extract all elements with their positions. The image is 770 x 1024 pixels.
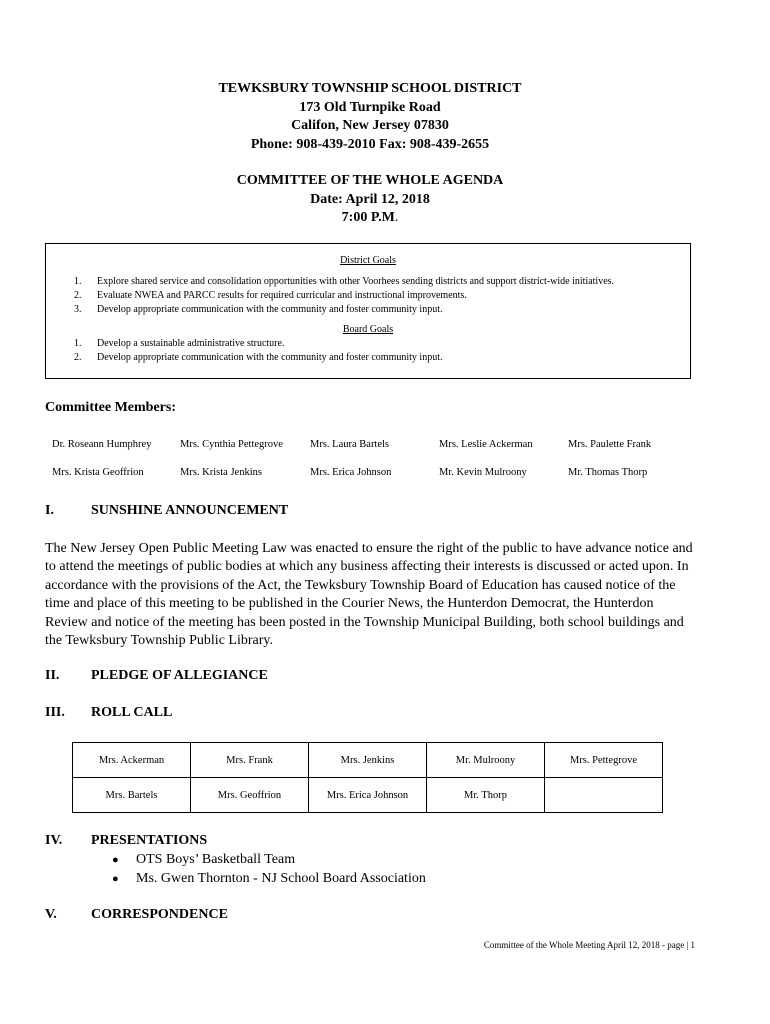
table-row	[73, 778, 663, 813]
section-presentations-heading	[45, 833, 207, 849]
member-row	[52, 439, 712, 467]
goal-number: 1.	[74, 276, 82, 287]
roll-call-cell: Mrs. Bartels	[73, 778, 191, 813]
goal-item	[46, 337, 690, 351]
section-number: II.	[45, 668, 60, 683]
list-item: ● OTS Boys’ Basketball Team	[112, 851, 426, 870]
roll-call-cell: Mrs. Ackerman	[73, 743, 191, 778]
goal-number: 2.	[74, 290, 82, 301]
board-goals-title: Board Goals	[342, 324, 394, 335]
committee-members-heading: Committee Members:	[45, 400, 176, 415]
committee-members	[52, 439, 712, 495]
roll-call-cell: Mrs. Pettegrove	[545, 743, 663, 778]
list-item: ● Ms. Gwen Thornton - NJ School Board Association	[112, 870, 426, 889]
member-name: Mrs. Leslie Ackerman	[439, 439, 533, 450]
agenda-time-value: 7:00 P.M	[341, 210, 395, 225]
roll-call-cell: Mrs. Erica Johnson	[309, 778, 427, 813]
member-name: Mrs. Krista Geoffrion	[52, 467, 144, 478]
section-title: ROLL CALL	[91, 705, 173, 720]
section-number: III.	[45, 705, 65, 720]
section-title: PLEDGE OF ALLEGIANCE	[91, 668, 268, 683]
section-number: V.	[45, 907, 57, 922]
member-name: Dr. Roseann Humphrey	[52, 439, 152, 450]
roll-call-cell: Mrs. Jenkins	[309, 743, 427, 778]
roll-call-cell: Mr. Thorp	[427, 778, 545, 813]
agenda-title: COMMITTEE OF THE WHOLE AGENDA	[236, 173, 504, 188]
section-title: SUNSHINE ANNOUNCEMENT	[91, 503, 289, 518]
presentations-list	[112, 851, 426, 888]
section-sunshine-heading	[45, 503, 288, 519]
district-name: TEWKSBURY TOWNSHIP SCHOOL DISTRICT	[218, 81, 522, 96]
goal-text: Develop appropriate communication with the community and foster community input.	[97, 304, 443, 315]
member-name: Mr. Thomas Thorp	[568, 467, 648, 478]
member-name: Mrs. Laura Bartels	[310, 439, 390, 450]
board-goals-list	[46, 337, 690, 365]
section-title: PRESENTATIONS	[91, 833, 208, 848]
agenda-time-period: .	[394, 210, 399, 225]
member-name: Mrs. Cynthia Pettegrove	[180, 439, 283, 450]
section-roll-call-heading	[45, 705, 172, 721]
member-name: Mrs. Krista Jenkins	[180, 467, 262, 478]
district-address: 173 Old Turnpike Road	[299, 99, 441, 115]
roll-call-cell: Mrs. Geoffrion	[191, 778, 309, 813]
section-correspondence-heading	[45, 907, 228, 923]
page-footer: Committee of the Whole Meeting April 12, 2018 - page | 1	[483, 940, 695, 950]
roll-call-table	[72, 742, 663, 813]
district-city: Califon, New Jersey 07830	[291, 118, 449, 133]
goal-item	[46, 303, 690, 317]
agenda-header	[0, 172, 740, 228]
roll-call-cell: Mr. Mulroony	[427, 743, 545, 778]
district-header	[0, 80, 740, 154]
goal-item	[46, 351, 690, 365]
member-name: Mrs. Paulette Frank	[568, 439, 652, 450]
district-phone: Phone: 908-439-2010 Fax: 908-439-2655	[250, 136, 490, 152]
member-name: Mrs. Erica Johnson	[310, 467, 392, 478]
section-title: CORRESPONDENCE	[91, 907, 228, 922]
agenda-time	[0, 209, 740, 228]
goal-item	[46, 275, 690, 289]
goal-text: Develop appropriate communication with the community and foster community input.	[97, 352, 443, 363]
goal-text: Develop a sustainable administrative structure.	[97, 338, 285, 349]
section-number: I.	[45, 503, 54, 518]
goal-number: 3.	[74, 304, 82, 315]
goals-box	[45, 243, 691, 379]
goal-number: 1.	[74, 338, 82, 349]
member-name: Mr. Kevin Mulroony	[439, 467, 527, 478]
goal-number: 2.	[74, 352, 82, 363]
district-goals-list	[46, 275, 690, 317]
goal-text: Evaluate NWEA and PARCC results for required curricular and instructional improvements.	[97, 290, 467, 301]
roll-call-cell-empty	[545, 778, 663, 813]
goal-text: Explore shared service and consolidation opportunities with other Voorhees sending districts and support district-wide initiatives.	[97, 276, 615, 287]
sunshine-announcement-text: The New Jersey Open Public Meeting Law was enacted to ensure the right of the public to have advance notice and to attend the meetings of public bodies at which any business affecting their interests is discussed or acted upon. In accordance with the provisions of the Act, the Tewksbury Township Board of Education has caused notice of the time and place of this meeting to be published in the Courier News, the Hunterdon Democrat, the Hunterdon Review and notice of the meeting has been posted in the Township Municipal Building, both school buildings and the Tewksbury Township Public Library.	[45, 541, 693, 649]
section-pledge-heading	[45, 668, 268, 684]
agenda-date: Date: April 12, 2018	[310, 191, 430, 207]
member-row	[52, 467, 712, 495]
roll-call-cell: Mrs. Frank	[191, 743, 309, 778]
table-row	[73, 743, 663, 778]
section-number: IV.	[45, 833, 63, 848]
goal-item	[46, 289, 690, 303]
district-goals-title: District Goals	[340, 255, 396, 266]
